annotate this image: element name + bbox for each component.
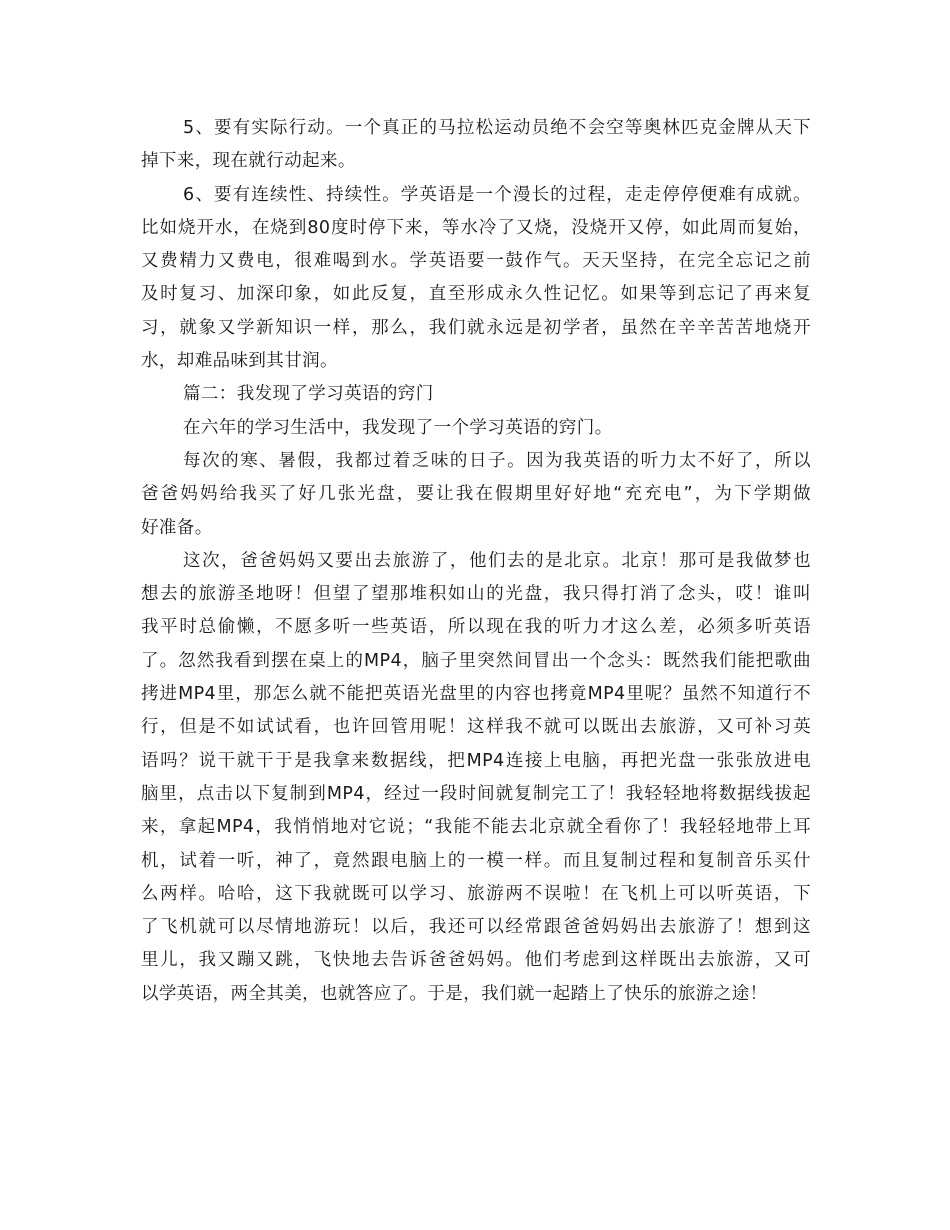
paragraph <box>141 112 811 179</box>
text-line: 好准备。 <box>141 517 213 538</box>
text-line: 每次的寒、暑假，我都过着乏味的日子。因为我英语的听力太不好了，所以 <box>183 450 811 471</box>
text-line: 爸爸妈妈给我买了好几张光盘，要让我在假期里好好地“充充电”，为下学期做 <box>141 484 811 505</box>
text-line: 语吗？说干就干于是我拿来数据线，把MP4连接上电脑，再把光盘一张张放进电 <box>141 750 811 771</box>
text-line: 篇二：我发现了学习英语的窍门 <box>183 384 434 405</box>
text-line: 习，就象又学新知识一样，那么，我们就永远是初学者，虽然在辛辛苦苦地烧开 <box>141 317 811 338</box>
text-line: 脑里，点击以下复制到MP4，经过一段时间就复制完工了！我轻轻地将数据线拔起 <box>141 783 811 804</box>
text-line: 以学英语，两全其美，也就答应了。于是，我们就一起踏上了快乐的旅游之途！ <box>141 983 768 1004</box>
text-line: 6、要有连续性、持续性。学英语是一个漫长的过程，走走停停便难有成就。 <box>183 184 811 205</box>
text-line: 又费精力又费电，很难喝到水。学英语要一鼓作气。天天坚持，在完全忘记之前 <box>141 251 811 272</box>
paragraph <box>141 445 811 545</box>
text-line: 水，却难品味到其甘润。 <box>141 351 338 372</box>
paragraph <box>141 179 811 379</box>
text-line: 行，但是不如试试看，也许回管用呢！这样我不就可以既出去旅游，又可补习英 <box>141 717 811 738</box>
text-line: 及时复习、加深印象，如此反复，直至形成永久性记忆。如果等到忘记了再来复 <box>141 284 811 305</box>
text-line: 拷进MP4里，那怎么就不能把英语光盘里的内容也拷竟MP4里呢？虽然不知道行不 <box>141 684 811 705</box>
text-line: 里儿，我又蹦又跳，飞快地去告诉爸爸妈妈。他们考虑到这样既出去旅游，又可 <box>141 950 811 971</box>
text-line: 在六年的学习生活中，我发现了一个学习英语的窍门。 <box>183 417 613 438</box>
text-line: 掉下来，现在就行动起来。 <box>141 151 356 172</box>
text-line: 了。忽然我看到摆在桌上的MP4，脑子里突然间冒出一个念头：既然我们能把歌曲 <box>141 650 811 671</box>
text-line: 这次，爸爸妈妈又要出去旅游了，他们去的是北京。北京！那可是我做梦也 <box>183 550 811 571</box>
paragraph <box>141 412 811 445</box>
text-line: 我平时总偷懒，不愿多听一些英语，所以现在我的听力才这么差，必须多听英语 <box>141 617 811 638</box>
text-line: 想去的旅游圣地呀！但望了望那堆积如山的光盘，我只得打消了念头，哎！谁叫 <box>141 584 811 605</box>
document-body <box>141 112 811 1011</box>
paragraph <box>141 378 811 411</box>
text-line: 来，拿起MP4，我悄悄地对它说；“我能不能去北京就全看你了！我轻轻地带上耳 <box>141 817 811 838</box>
paragraph <box>141 545 811 1011</box>
text-line: 了飞机就可以尽情地游玩！以后，我还可以经常跟爸爸妈妈出去旅游了！想到这 <box>141 917 811 938</box>
text-line: 5、要有实际行动。一个真正的马拉松运动员绝不会空等奥林匹克金牌从天下 <box>183 118 811 138</box>
text-line: 机，试着一听，神了，竟然跟电脑上的一模一样。而且复制过程和复制音乐买什 <box>141 850 811 871</box>
text-line: 么两样。哈哈，这下我就既可以学习、旅游两不误啦！在飞机上可以听英语，下 <box>141 883 811 904</box>
text-line: 比如烧开水，在烧到80度时停下来，等水冷了又烧，没烧开又停，如此周而复始， <box>141 217 811 238</box>
